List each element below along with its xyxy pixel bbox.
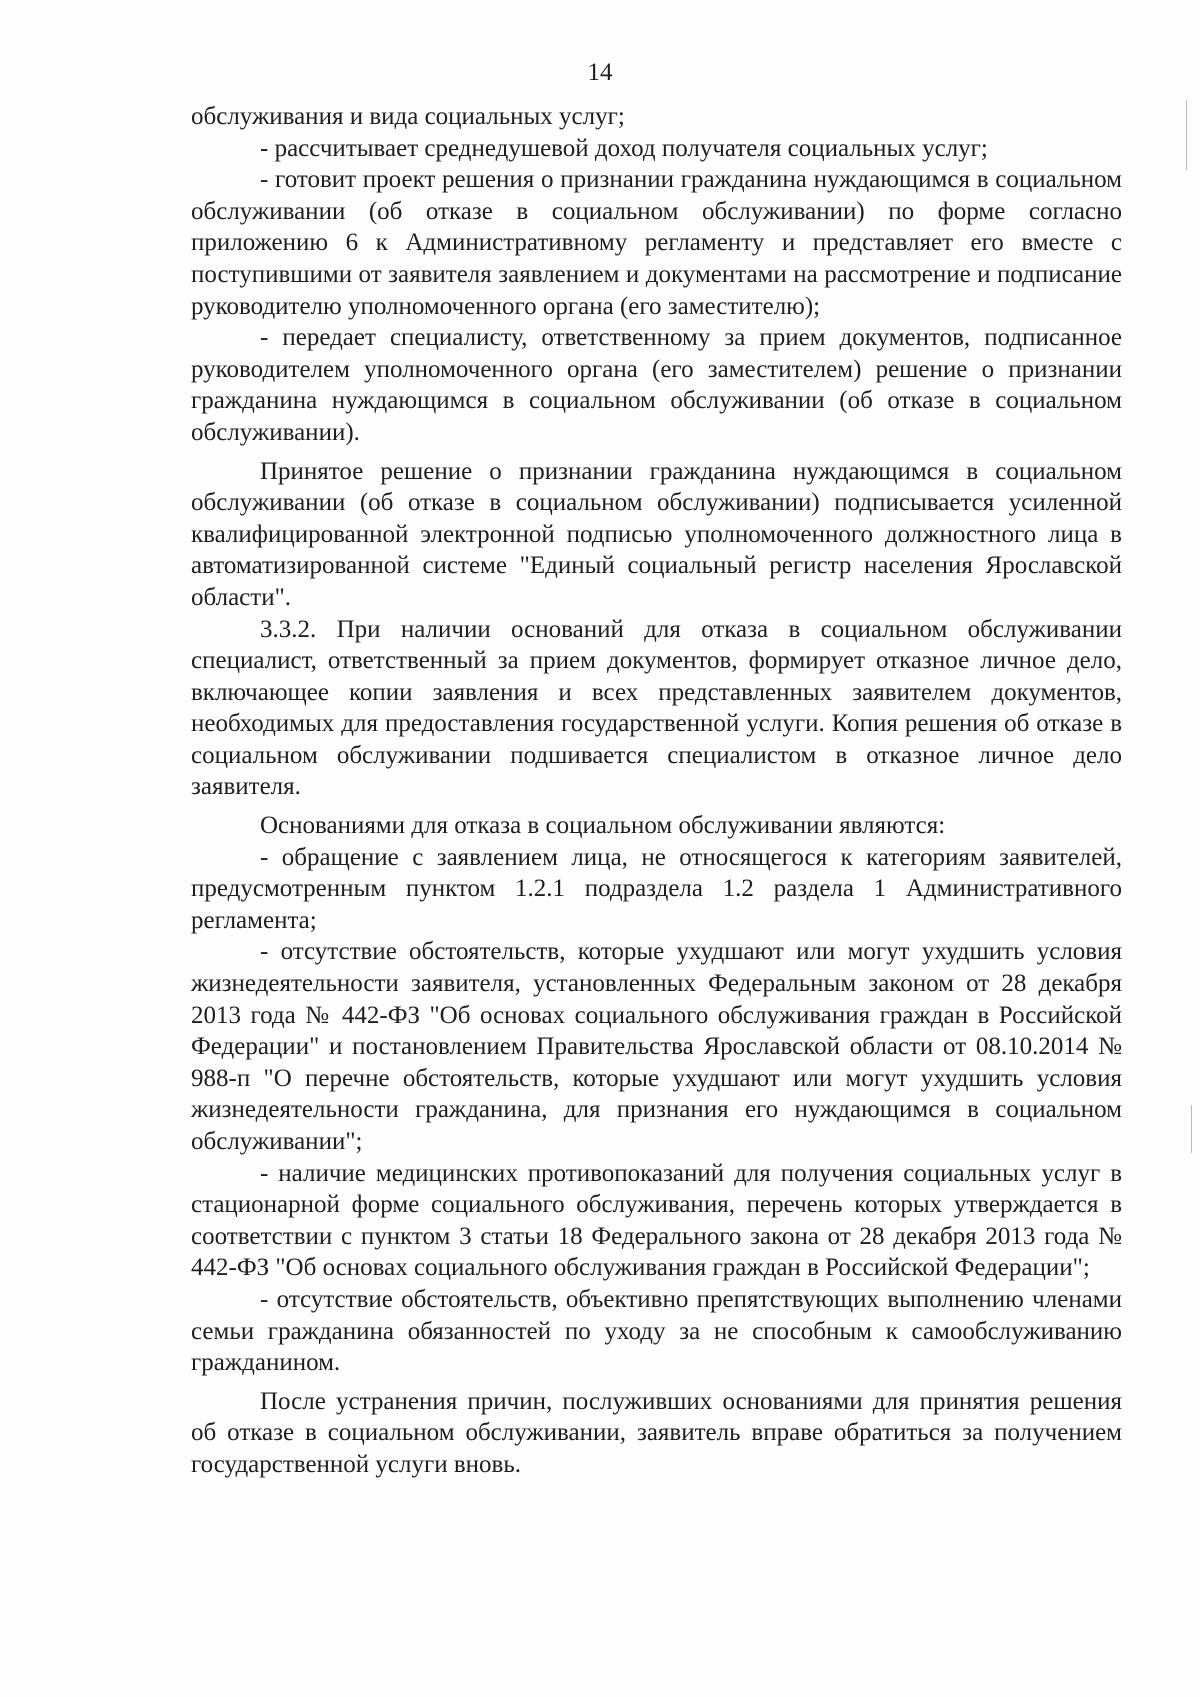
- paragraph-8: - обращение с заявлением лица, не относящегося к категориям заявителей, предусмотренным пунктом 1.2.1 подраздела 1.2 раздела 1 Административного регламента;: [191, 843, 1122, 934]
- paragraph-4: - передает специалисту, ответственному за прием документов, подписанное руководителем уполномоченного органа (его заместителем) решение о признании гражданина нуждающимся в социальном обслуживании (об отказе в социальном обслуживании).: [191, 324, 1122, 446]
- paragraph-9: - отсутствие обстоятельств, которые ухудшают или могут ухудшить условия жизнедеятельности заявителя, установленных Федеральным законом от 28 декабря 2013 года № 442-ФЗ "Об основах социального обслуживания граждан в Российской Федерации" и постановлением Правительства Ярославской области от 08.10.2014 № 988-п "О перечне обстоятельств, которые ухудшают или могут ухудшить условия жизнедеятельности гражданина, для признания его нуждающимся в социальном обслуживании";: [191, 938, 1122, 1155]
- scan-margin-mark: [1191, 1105, 1192, 1153]
- paragraph-7: Основаниями для отказа в социальном обслуживании являются:: [260, 812, 946, 840]
- scan-margin-mark: [1186, 100, 1187, 170]
- paragraph-12: После устранения причин, послуживших основаниями для принятия решения об отказе в социальном обслуживании, заявитель вправе обратиться за получением государственной услуги вновь.: [191, 1387, 1122, 1478]
- paragraph-3: - готовит проект решения о признании гражданина нуждающимся в социальном обслуживании (об отказе в социальном обслуживании) по форме согласно приложению 6 к Административному регламенту и представляет его вместе с поступившими от заявителя заявлением и документами на рассмотрение и подписание руководителю уполномоченного органа (его заместителю);: [191, 166, 1122, 320]
- paragraph-11: - отсутствие обстоятельств, объективно препятствующих выполнению членами семьи гражданина обязанностей по уходу за не способным к самообслуживанию гражданином.: [191, 1285, 1122, 1377]
- paragraph-1: обслуживания и вида социальных услуг;: [191, 103, 625, 130]
- document-body: [191, 101, 1122, 1481]
- paragraph-10: - наличие медицинских противопоказаний для получения социальных услуг в стационарной форме социального обслуживания, перечень которых утверждается в соответствии с пунктом 3 статьи 18 Федерального закона от 28 декабря 2013 года № 442-ФЗ "Об основах социального обслуживания граждан в Российской Федерации";: [191, 1159, 1122, 1282]
- paragraph-2: - рассчитывает среднедушевой доход получателя социальных услуг;: [260, 134, 988, 162]
- page-number: 14: [587, 59, 613, 86]
- paragraph-5: Принятое решение о признании гражданина нуждающимся в социальном обслуживании (об отказе в социальном обслуживании) подписывается усиленной квалифицированной электронной подписью уполномоченного должностного лица в автоматизированной системе "Единый социальный регистр населения Ярославской области".: [191, 457, 1122, 611]
- paragraph-6: 3.3.2. При наличии оснований для отказа в социальном обслуживании специалист, ответственный за прием документов, формирует отказное личное дело, включающее копии заявления и всех представленных заявителем документов, необходимых для предоставления государственной услуги. Копия решения об отказе в социальном обслуживании подшивается специалистом в отказное личное дело заявителя.: [191, 615, 1122, 801]
